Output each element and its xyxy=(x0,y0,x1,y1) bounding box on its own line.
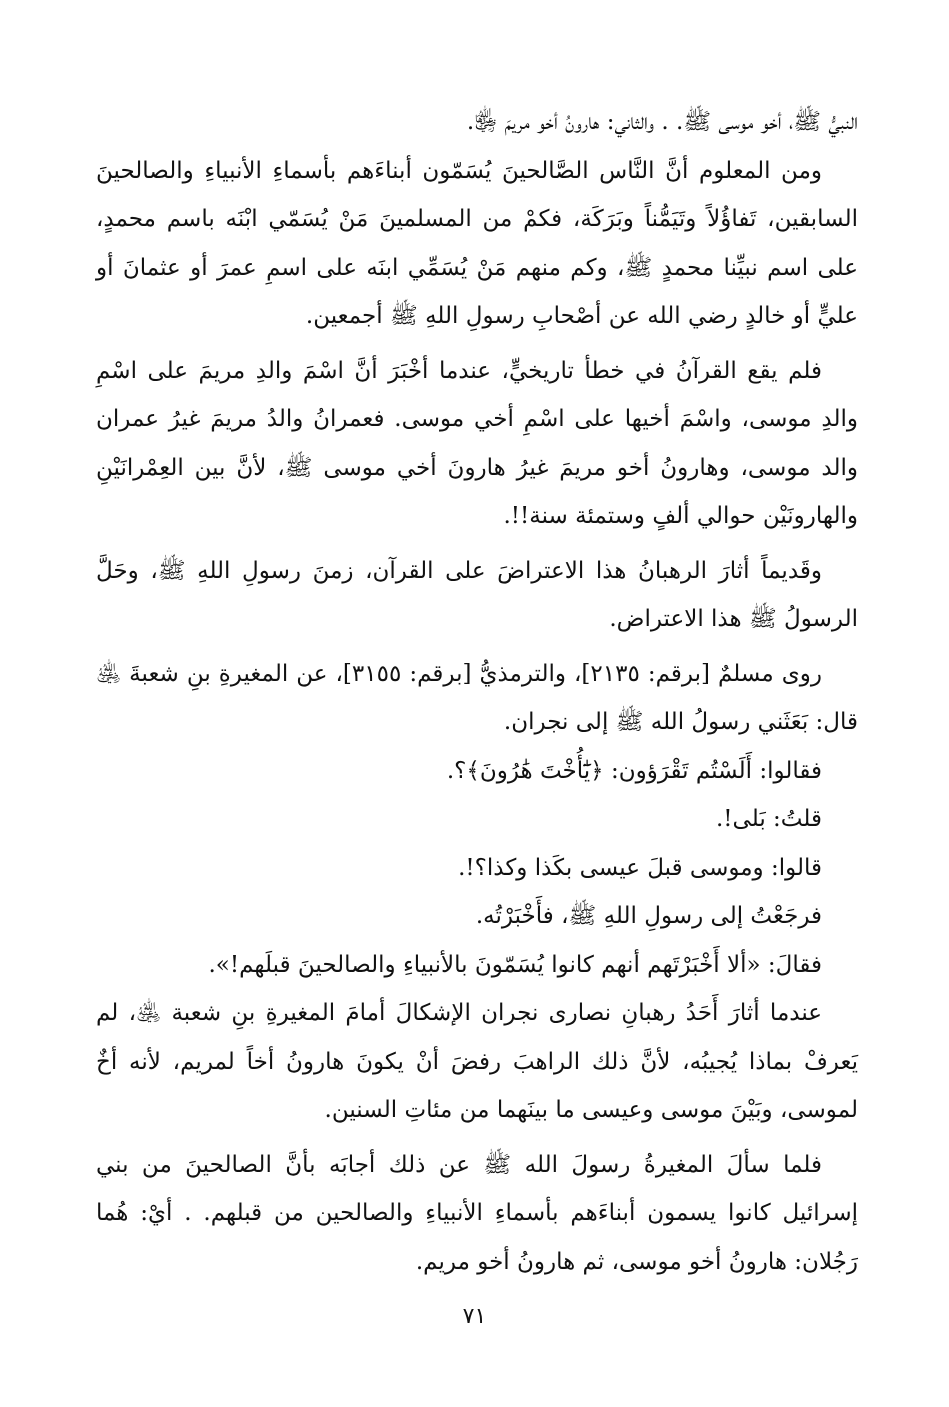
paragraph-opening: النبيُّ ﷺ، أخو موسى ﷺ. . والثاني: هارونُ أخو مريمَ ﵂. xyxy=(466,109,858,135)
paragraph-monks-objection: وقَديماً أثارَ الرهبانُ هذا الاعتراضَ على القرآن، زمنَ رسولِ اللهِ ﷺ، وحَلَّ الرسولُ ﷺ هذا الاعتراض. xyxy=(96,557,858,632)
paragraph-prophet-answer: فلما سألَ المغيرةُ رسولَ الله ﷺ عن ذلك أجابَه بأنَّ الصالحينَ من بني إسرائيل كانوا يسمون أبناءَهم بأسماءِ الأنبياءِ والصالحين من قبلهم. . أيْ: هُما رَجُلان: هارونُ أخو موسى، ثم هارونُ أخو مريم. xyxy=(96,1151,858,1275)
dialogue-line-5: فقالَ: «ألا أَخْبَرْتَهم أنهم كانوا يُسَمّونَ بالأنبياءِ والصالحينَ قبلَهم!». xyxy=(208,951,822,978)
paragraph-naming-custom: ومن المعلوم أنَّ النَّاس الصَّالحينَ يُسَمّون أبناءَهم بأسماءِ الأنبياءِ والصالحينَ السابقين، تَفاؤُلاً وتَيَمُّناً وبَرَكَة، فكمْ من المسلمينَ مَنْ يُسَمّي ابْنَه باسم محمدٍ، على اسم نبيِّنا محمدٍ ﷺ، وكم منهم مَنْ يُسَمِّي ابنَه على اسمِ عمرَ أو عثمانَ أو عليٍّ أو خالدٍ رضي الله عن أصْحابِ رسولِ اللهِ ﷺ أجمعين. xyxy=(96,157,858,329)
paragraph-no-historical-error: فلم يقع القرآنُ في خطأ تاريخيٍّ، عندما أخْبَرَ أنَّ اسْمَ والدِ مريمَ على اسْمِ والدِ موسى، واسْمَ أخيها على اسْمِ أخي موسى. فعمرانُ والدُ مريمَ غيرُ عمران والد موسى، وهارونُ أخو مريمَ غيرُ هارونَ أخي موسى ﷺ، لأنَّ بين العِمْرانَيْنِ والهارونَيْن حوالي ألفٍ وستمئة سنة!!. xyxy=(96,357,858,529)
dialogue-line-4: فرجَعْتُ إلى رسولِ اللهِ ﷺ، فأَخْبَرْتُه. xyxy=(475,903,822,929)
page-body xyxy=(96,98,858,1286)
paragraph-mughira-explanation: عندما أثارَ أَحَدُ رهبانِ نصارى نجران الإشكالَ أمامَ المغيرةِ بنِ شعبة ﵁، لم يَعرفْ بماذا يُجيبُه، لأنَّ ذلك الراهبَ رفضَ أنْ يكونَ هارونُ أخاً لمريم، لأنه أخٌ لموسى، وبَيْنَ موسى وعيسى ما بينَهما من مئاتِ السنين. xyxy=(96,1000,858,1123)
dialogue-line-3: قالوا: وموسى قبلَ عيسى بكَذا وكذا؟!. xyxy=(458,854,822,881)
dialogue-line-1: فقالوا: أَلَسْتُم تَقْرَؤون: ﴿يَٰٓأُخْتَ هَٰرُونَ﴾؟. xyxy=(446,757,822,784)
dialogue-line-2: قلتُ: بَلى!. xyxy=(716,806,822,832)
page-number: ٧١ xyxy=(462,1304,487,1329)
paragraph-hadith-narration: روى مسلمٌ [برقم: ٢١٣٥]، والترمذيُّ [برقم: ٣١٥٥]، عن المغيرةِ بنِ شعبةَ ﵁ قال: بَعَثَني رسولُ الله ﷺ إلى نجران. xyxy=(96,660,858,735)
